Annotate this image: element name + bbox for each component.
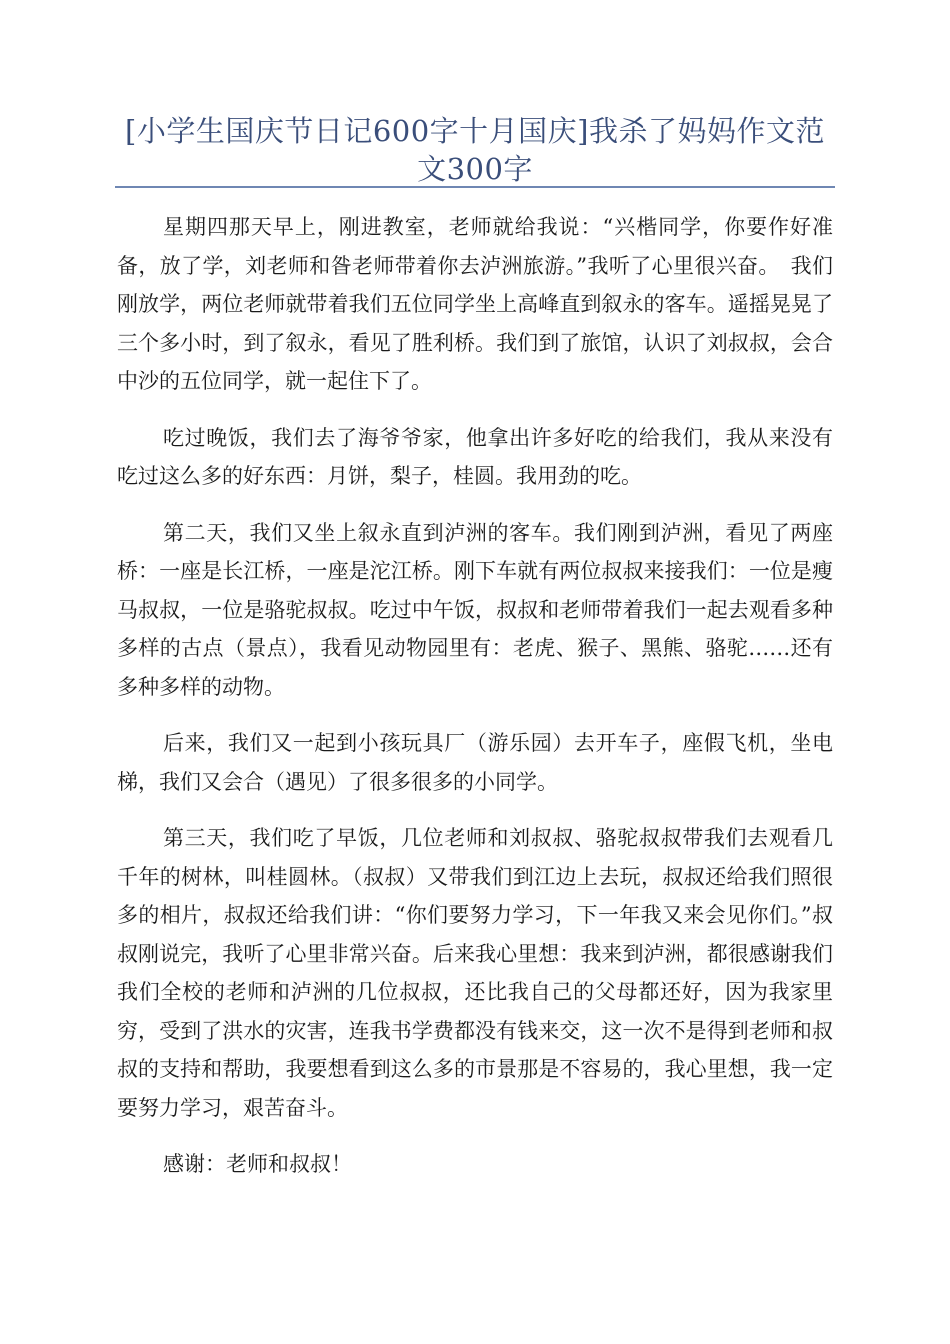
paragraph-4: 后来，我们又一起到小孩玩具厂（游乐园）去开车子，座假飞机，坐电梯，我们又会合（遇见）了很多很多的小同学。: [117, 731, 833, 794]
article-body: [117, 208, 833, 1202]
paragraph-3: 第二天，我们又坐上叙永直到泸洲的客车。我们刚到泸洲，看见了两座桥：一座是长江桥，一座是沱江桥。刚下车就有两位叔叔来接我们：一位是瘦马叔叔，一位是骆驼叔叔。吃过中午饭，叔叔和老师带着我们一起去观看多种多样的古点（景点），我看见动物园里有：老虎、猴子、黑熊、骆驼……还有多种多样的动物。: [117, 520, 833, 699]
paragraph-2: 吃过晚饭，我们去了海爷爷家，他拿出许多好吃的给我们，我从来没有吃过这么多的好东西：月饼，梨子，桂圆。我用劲的吃。: [117, 425, 833, 488]
paragraph-5: 第三天，我们吃了早饭，几位老师和刘叔叔、骆驼叔叔带我们去观看几千年的树林，叫桂圆林。（叔叔）又带我们到江边上去玩，叔叔还给我们照很多的相片，叔叔还给我们讲：“你们要努力学习，下一年我又来会见你们。”叔叔刚说完，我听了心里非常兴奋。后来我心里想：我来到泸洲，都很感谢我们我们全校的老师和泸洲的几位叔叔，还比我自己的父母都还好，因为我家里穷，受到了洪水的灾害，连我书学费都没有钱来交，这一次不是得到老师和叔叔的支持和帮助，我要想看到这么多的市景那是不容易的，我心里想，我一定要努力学习，艰苦奋斗。: [117, 826, 833, 1120]
page-title: [小学生国庆节日记600字十月国庆]我杀了妈妈作文范文300字: [125, 114, 825, 186]
title-underline: [115, 186, 835, 188]
paragraph-1: 星期四那天早上，刚进教室，老师就给我说：“兴楷同学，你要作好准备，放了学，刘老师和昝老师带着你去泸洲旅游。”我听了心里很兴奋。 我们刚放学，两位老师就带着我们五位同学坐上高峰直到叙永的客车。遥摇晃晃了三个多小时，到了叙永，看见了胜利桥。我们到了旅馆，认识了刘叔叔，会合中沙的五位同学，就一起住下了。: [117, 215, 833, 393]
paragraph-6: 感谢：老师和叔叔！: [163, 1152, 352, 1176]
